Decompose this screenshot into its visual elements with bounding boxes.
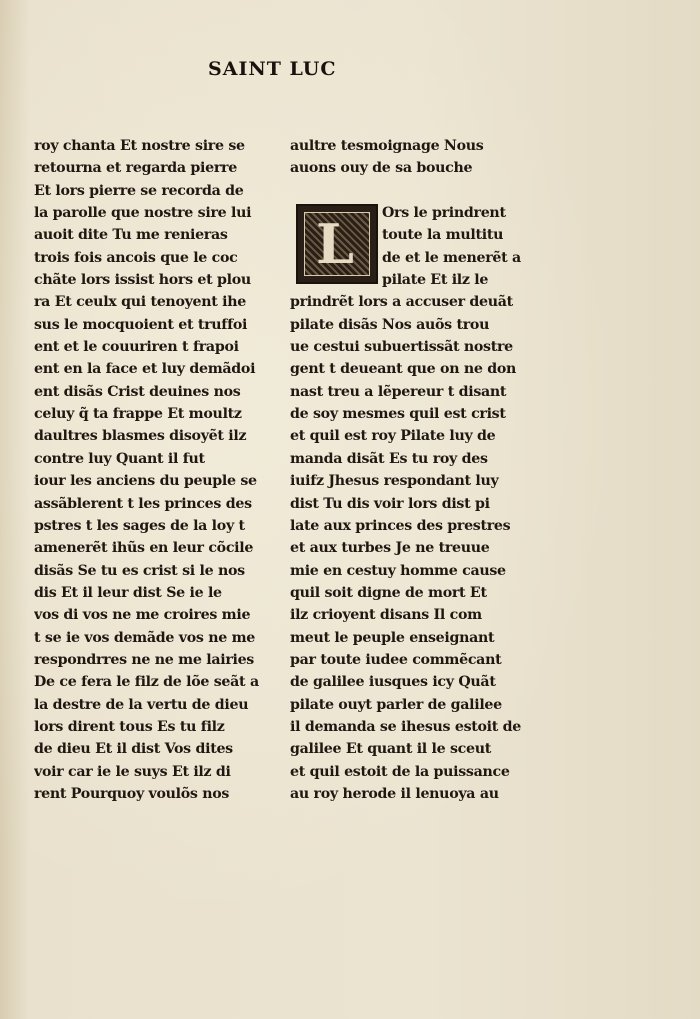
text-line: par toute iudee commẽcant bbox=[290, 651, 502, 668]
text-line: lors dirent tous Es tu filz bbox=[34, 718, 225, 735]
text-line: et quil est roy Pilate luy de bbox=[290, 428, 496, 445]
text-line: retourna et regarda pierre bbox=[34, 160, 237, 177]
text-line: chãte lors issist hors et plou bbox=[34, 272, 251, 289]
text-line: la parolle que nostre sire lui bbox=[34, 205, 252, 222]
text-line: ent disãs Crist deuines nos bbox=[34, 383, 241, 400]
text-line: ent en la face et luy demãdoi bbox=[34, 361, 256, 378]
text-line: sus le mocquoient et truffoi bbox=[34, 316, 248, 333]
left-column bbox=[34, 135, 266, 805]
text-line: assãblerent t les princes des bbox=[34, 495, 252, 512]
text-line: quil soit digne de mort Et bbox=[290, 584, 487, 601]
text-line: meut le peuple enseignant bbox=[290, 629, 495, 646]
text-line: t se ie vos demãde vos ne me bbox=[34, 629, 256, 646]
text-line: la destre de la vertu de dieu bbox=[34, 696, 249, 713]
text-line: voir car ie le suys Et ilz di bbox=[34, 763, 231, 780]
text-line: amenerẽt ihũs en leur cõcile bbox=[34, 540, 254, 557]
decorated-initial bbox=[296, 204, 378, 284]
running-head: SAINT LUC bbox=[208, 58, 337, 80]
text-line: Et lors pierre se recorda de bbox=[34, 182, 244, 199]
text-line: iuifz Jhesus respondant luy bbox=[290, 473, 499, 490]
text-line: nast treu a lẽpereur t disant bbox=[290, 383, 507, 400]
text-line: De ce fera le filz de lõe seãt a bbox=[34, 674, 259, 691]
text-line: et aux turbes Je ne treuue bbox=[290, 540, 490, 557]
text-line: dist Tu dis voir lors dist pi bbox=[290, 495, 490, 512]
text-line: roy chanta Et nostre sire se bbox=[34, 138, 245, 154]
text-line: ent et le couuriren t frapoi bbox=[34, 339, 239, 356]
text-line: toute la multitu bbox=[382, 227, 504, 244]
text-line: auoit dite Tu me renieras bbox=[34, 227, 228, 244]
text-line: ue cestui subuertissãt nostre bbox=[290, 339, 513, 356]
text-line: ilz crioyent disans Il com bbox=[290, 607, 482, 624]
text-line: vos di vos ne me croires mie bbox=[34, 607, 251, 624]
text-line: gent t deueant que on ne don bbox=[290, 361, 517, 378]
text-line: de galilee iusques icy Quãt bbox=[290, 674, 496, 691]
text-line: pilate Et ilz le bbox=[382, 272, 489, 289]
text-line: manda disãt Es tu roy des bbox=[290, 450, 488, 467]
text-line: mie en cestuy homme cause bbox=[290, 562, 506, 579]
text-line: pstres t les sages de la loy t bbox=[34, 517, 245, 534]
text-line: disãs Se tu es crist si le nos bbox=[34, 562, 245, 579]
text-line: respondrres ne ne me lairies bbox=[34, 651, 254, 668]
text-line: prindrẽt lors a accuser deuãt bbox=[290, 294, 513, 311]
text-line: ra Et ceulx qui tenoyent ihe bbox=[34, 294, 247, 311]
text-line: iour les anciens du peuple se bbox=[34, 473, 257, 490]
text-line: auons ouy de sa bouche bbox=[290, 160, 473, 177]
text-line: il demanda se ihesus estoit de bbox=[290, 718, 522, 735]
text-line: late aux princes des prestres bbox=[290, 517, 511, 534]
text-line: de dieu Et il dist Vos dites bbox=[34, 741, 233, 758]
text-line: dis Et il leur dist Se ie le bbox=[34, 584, 222, 601]
text-line: galilee Et quant il le sceut bbox=[290, 741, 492, 758]
text-line: pilate ouyt parler de galilee bbox=[290, 696, 502, 713]
text-line: de et le menerẽt a bbox=[382, 249, 521, 266]
text-line: de soy mesmes quil est crist bbox=[290, 406, 506, 423]
text-line: pilate disãs Nos auõs trou bbox=[290, 316, 490, 333]
text-line: celuy q̃ ta frappe Et moultz bbox=[34, 406, 242, 423]
text-line: rent Pourquoy voulõs nos bbox=[34, 785, 230, 802]
text-line: trois fois ancois que le coc bbox=[34, 249, 238, 266]
text-line: au roy herode il lenuoya au bbox=[290, 785, 499, 802]
text-line: et quil estoit de la puissance bbox=[290, 763, 510, 780]
text-line: daultres blasmes disoyẽt ilz bbox=[34, 428, 247, 445]
text-line: aultre tesmoignage Nous bbox=[290, 138, 484, 154]
initial-letter: L bbox=[316, 212, 354, 276]
text-line: Ors le prindrent bbox=[382, 205, 506, 222]
text-line: contre luy Quant il fut bbox=[34, 450, 205, 467]
